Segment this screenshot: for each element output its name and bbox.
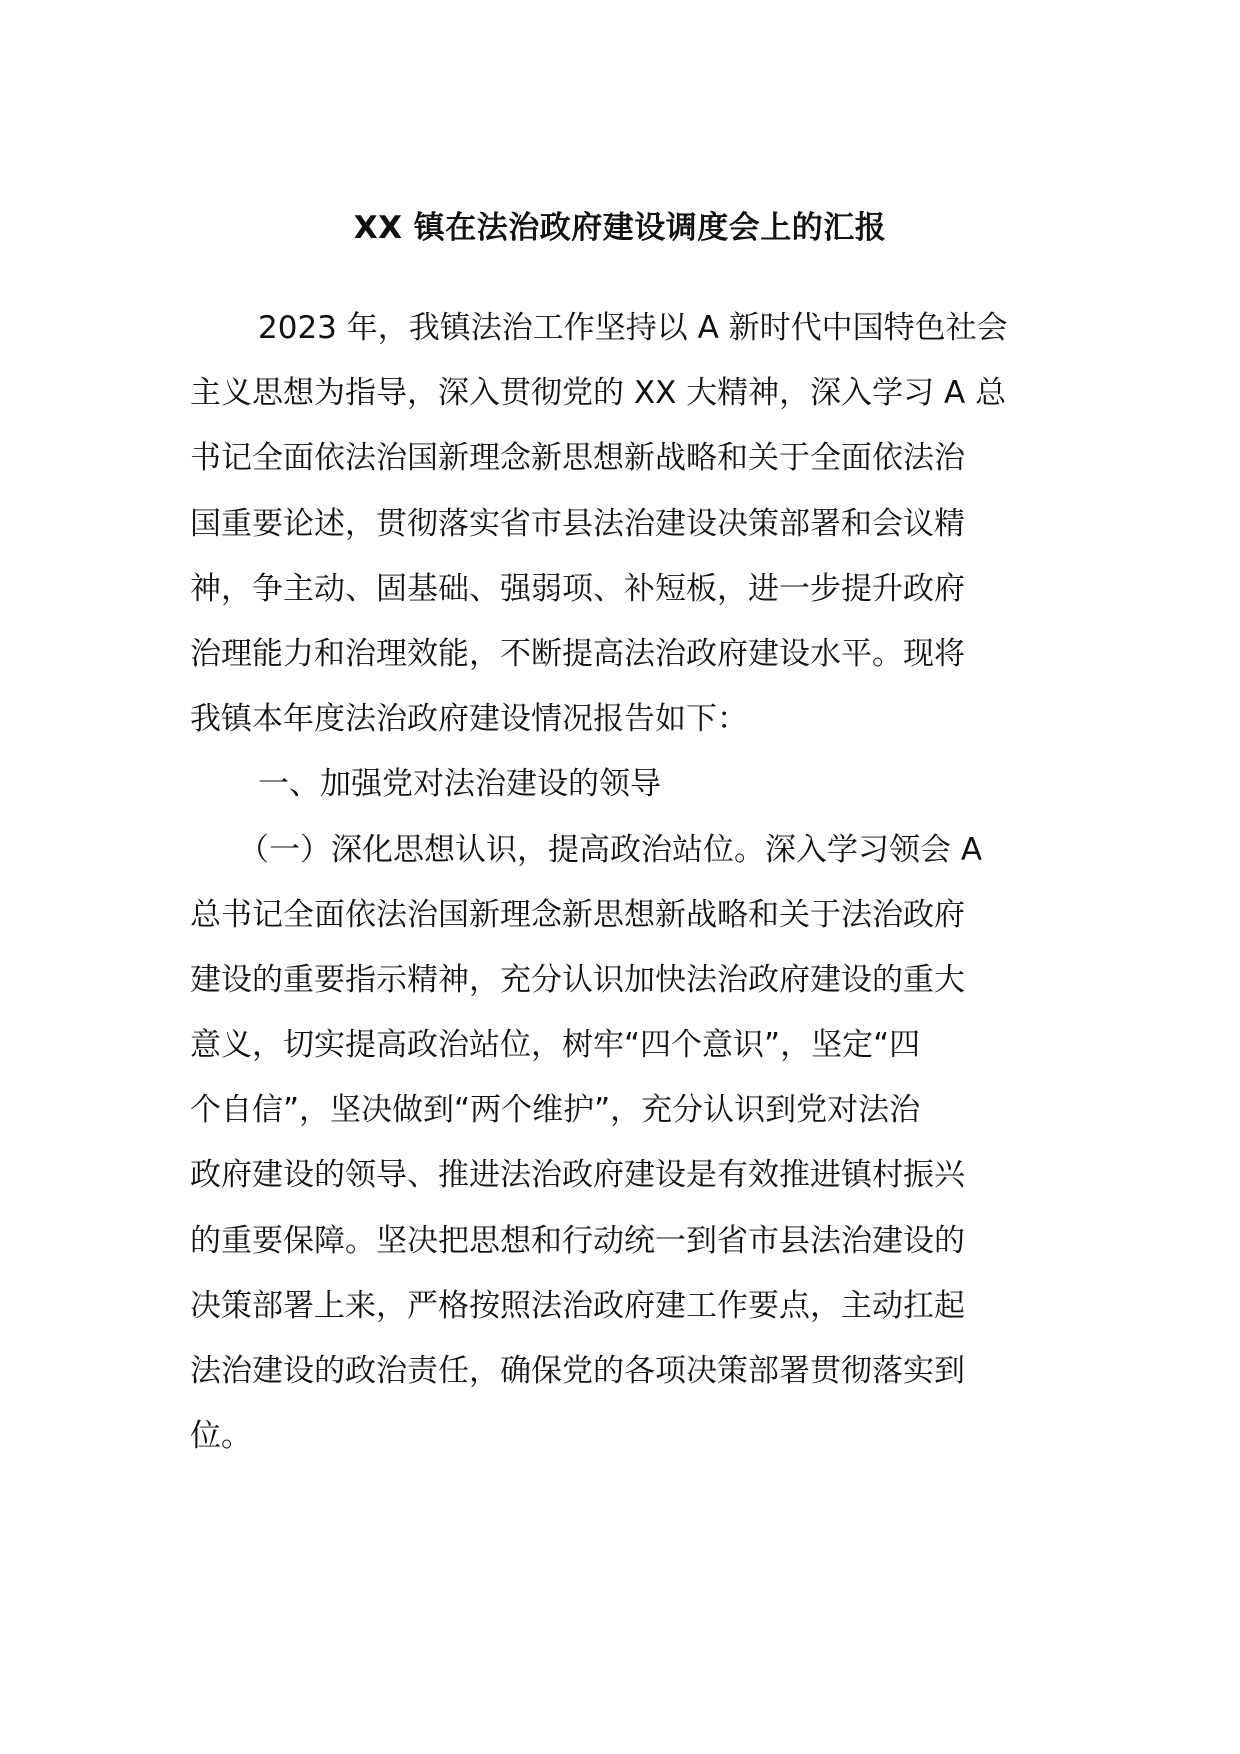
document-body [190, 296, 1062, 1469]
paragraph-line: 决策部署上来，严格按照法治政府建工作要点，主动扛起 [190, 1287, 965, 1324]
paragraph-line: 书记全面依法治国新理念新思想新战略和关于全面依法治 [190, 440, 965, 477]
paragraph-line: 2023 年，我镇法治工作坚持以 A 新时代中国特色社会 [258, 310, 1008, 346]
paragraph-line: 个自信”，坚决做到“两个维护”，充分认识到党对法治 [190, 1092, 921, 1129]
paragraph-line: 法治建设的政治责任，确保党的各项决策部署贯彻落实到 [190, 1353, 965, 1389]
paragraph-line: 主义思想为指导，深入贯彻党的 XX 大精神，深入学习 A 总 [190, 375, 1007, 412]
paragraph-line: 治理能力和治理效能，不断提高法治政府建设水平。现将 [190, 635, 965, 672]
paragraph-line: 总书记全面依法治国新理念新思想新战略和关于法治政府 [190, 896, 965, 933]
paragraph-line: 政府建设的领导、推进法治政府建设是有效推进镇村振兴 [190, 1157, 965, 1194]
paragraph-line: 意义，切实提高政治站位，树牢“四个意识”，坚定“四 [190, 1027, 921, 1064]
subsection-line: （一）深化思想认识，提高政治站位。深入学习领会 A [238, 831, 983, 868]
document-title: XX 镇在法治政府建设调度会上的汇报 [353, 210, 887, 246]
paragraph-line: 的重要保障。坚决把思想和行动统一到省市县法治建设的 [190, 1222, 965, 1259]
paragraph-line: 神，争主动、固基础、强弱项、补短板，进一步提升政府 [190, 570, 965, 607]
paragraph-line: 我镇本年度法治政府建设情况报告如下： [190, 701, 748, 738]
section-heading: 一、加强党对法治建设的领导 [258, 766, 661, 803]
paragraph-line: 国重要论述，贯彻落实省市县法治建设决策部署和会议精 [190, 505, 965, 542]
paragraph-line: 建设的重要指示精神，充分认识加快法治政府建设的重大 [190, 961, 965, 998]
paragraph-line: 位。 [190, 1418, 252, 1455]
